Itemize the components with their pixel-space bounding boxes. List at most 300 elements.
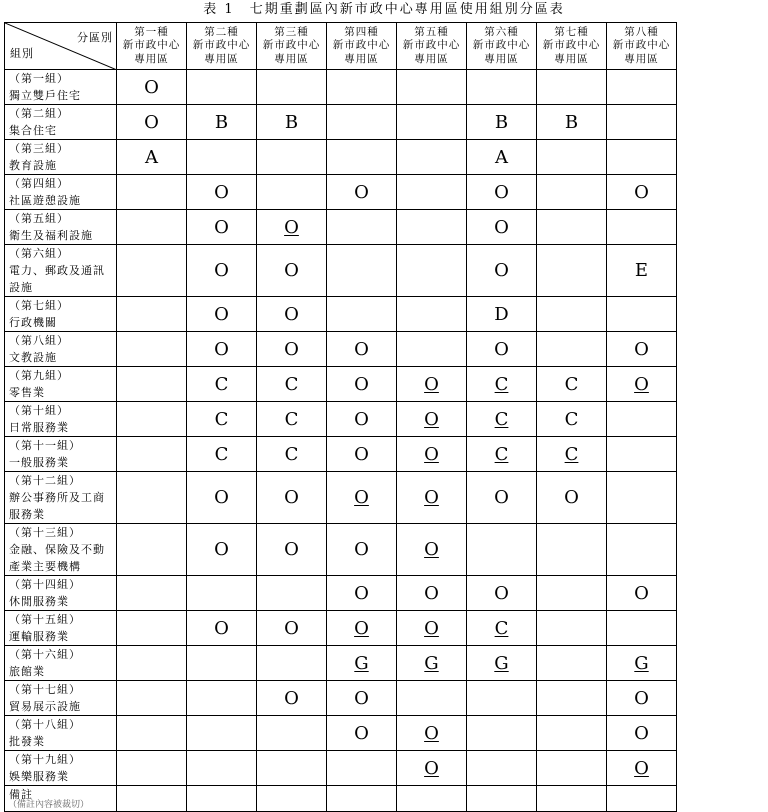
- row-label-line: 娛樂服務業: [9, 770, 69, 783]
- zone-cell: [537, 716, 607, 751]
- zone-cell: [257, 297, 327, 332]
- zone-cell: [187, 367, 257, 402]
- zone-cell: [117, 716, 187, 751]
- zone-cell: [537, 524, 607, 576]
- permission-mark: O: [144, 111, 159, 133]
- row-label-line: 設施: [9, 281, 33, 294]
- row-label: [5, 576, 117, 611]
- row-label-line: 電力、郵政及通訊: [9, 264, 105, 277]
- zone-cell: [187, 210, 257, 245]
- table-row: [5, 576, 677, 611]
- table-row: [5, 70, 677, 105]
- row-label-line: 旅館業: [9, 665, 45, 678]
- zone-cell: [537, 70, 607, 105]
- zone-cell: [467, 524, 537, 576]
- table-row: [5, 437, 677, 472]
- zone-cell: [257, 751, 327, 786]
- row-label-line: （第四組）: [9, 177, 69, 190]
- zone-cell: [607, 716, 677, 751]
- zone-cell: [117, 297, 187, 332]
- zone-cell: [607, 175, 677, 210]
- zone-cell: [467, 681, 537, 716]
- zone-cell: [187, 437, 257, 472]
- zone-cell: [397, 175, 467, 210]
- row-label-line: 貿易展示設施: [9, 700, 81, 713]
- zone-cell: [117, 786, 187, 812]
- zone-cell: [607, 245, 677, 297]
- permission-mark: O: [494, 487, 509, 508]
- zone-cell: [537, 681, 607, 716]
- row-label-line: 休閒服務業: [9, 595, 69, 608]
- row-label-line: 零售業: [9, 386, 45, 399]
- permission-mark: O: [284, 338, 299, 360]
- permission-mark: C: [214, 373, 229, 395]
- header-row: [5, 23, 677, 70]
- permission-mark: G: [494, 652, 509, 674]
- zone-cell: [257, 437, 327, 472]
- permission-mark: O: [354, 617, 369, 639]
- table-body: [5, 70, 677, 812]
- table-row: [5, 140, 677, 175]
- zone-cell: [187, 402, 257, 437]
- zone-cell: [117, 646, 187, 681]
- zone-cell: [607, 210, 677, 245]
- zone-cell: [397, 611, 467, 646]
- zone-cell: [397, 646, 467, 681]
- zoning-table: [4, 22, 677, 812]
- permission-mark: G: [354, 652, 369, 674]
- table-row: [5, 245, 677, 297]
- zone-cell: [607, 437, 677, 472]
- permission-mark: O: [354, 582, 369, 604]
- zone-cell: [187, 105, 257, 140]
- zone-cell: [397, 786, 467, 812]
- permission-mark: G: [424, 652, 439, 674]
- row-label-line: （第十八組）: [9, 718, 81, 731]
- zone-cell: [467, 646, 537, 681]
- zone-cell: [257, 70, 327, 105]
- row-label-line: （第十組）: [9, 404, 69, 417]
- table-footnote: （備註內容被裁切）: [8, 800, 90, 810]
- row-label-line: （第一組）: [9, 72, 69, 85]
- zone-cell: [607, 786, 677, 812]
- permission-mark: C: [214, 443, 229, 465]
- permission-mark: O: [634, 181, 649, 203]
- permission-mark: B: [564, 111, 579, 133]
- zone-cell: [467, 716, 537, 751]
- permission-mark: O: [634, 338, 649, 360]
- zone-cell: [467, 786, 537, 812]
- zone-cell: [397, 245, 467, 297]
- zone-cell: [257, 332, 327, 367]
- permission-mark: O: [284, 216, 299, 238]
- permission-mark: D: [494, 303, 509, 325]
- zone-cell: [327, 140, 397, 175]
- zone-cell: [397, 367, 467, 402]
- zone-cell: [327, 646, 397, 681]
- zone-cell: [257, 786, 327, 812]
- zone-cell: [117, 751, 187, 786]
- table-row: [5, 332, 677, 367]
- permission-mark: A: [495, 146, 508, 168]
- permission-mark: C: [284, 408, 299, 430]
- permission-mark: O: [494, 582, 509, 604]
- corner-header: [5, 23, 117, 70]
- zone-cell: [327, 472, 397, 524]
- zone-cell: [187, 524, 257, 576]
- row-label: [5, 646, 117, 681]
- row-label-line: （第十二組）: [9, 474, 81, 487]
- zone-cell: [607, 472, 677, 524]
- row-label-line: （第十七組）: [9, 683, 81, 696]
- zone-cell: [397, 402, 467, 437]
- zone-cell: [327, 716, 397, 751]
- row-label: [5, 210, 117, 245]
- zone-cell: [257, 367, 327, 402]
- zone-cell: [327, 437, 397, 472]
- permission-mark: O: [214, 303, 229, 325]
- row-label-line: 文教設施: [9, 351, 57, 364]
- zone-cell: [537, 367, 607, 402]
- zone-cell: [467, 297, 537, 332]
- zone-cell: [397, 297, 467, 332]
- row-label: [5, 402, 117, 437]
- row-label: [5, 297, 117, 332]
- permission-mark: C: [284, 373, 299, 395]
- permission-mark: O: [634, 582, 649, 604]
- zone-cell: [607, 367, 677, 402]
- row-label: [5, 716, 117, 751]
- zone-cell: [467, 245, 537, 297]
- zone-cell: [327, 786, 397, 812]
- zone-cell: [117, 402, 187, 437]
- permission-mark: O: [214, 617, 229, 639]
- permission-mark: O: [354, 373, 369, 395]
- zone-cell: [467, 437, 537, 472]
- zone-cell: [467, 210, 537, 245]
- column-header: 第六種 新市政中心 專用區: [467, 23, 537, 70]
- permission-mark: O: [354, 722, 369, 744]
- row-label-line: 日常服務業: [9, 421, 69, 434]
- permission-mark: C: [564, 443, 579, 465]
- zone-cell: [257, 210, 327, 245]
- permission-mark: O: [424, 408, 439, 430]
- table-row: [5, 175, 677, 210]
- row-label-line: （第八組）: [9, 334, 69, 347]
- zone-cell: [327, 402, 397, 437]
- permission-mark: O: [284, 539, 299, 560]
- table-row: [5, 472, 677, 524]
- permission-mark: O: [214, 181, 229, 203]
- row-label-line: 教育設施: [9, 159, 57, 172]
- zone-cell: [467, 175, 537, 210]
- permission-mark: C: [214, 408, 229, 430]
- zone-cell: [117, 332, 187, 367]
- zone-cell: [187, 472, 257, 524]
- row-label: [5, 472, 117, 524]
- zone-cell: [607, 576, 677, 611]
- zone-cell: [607, 402, 677, 437]
- zone-cell: [607, 524, 677, 576]
- zone-cell: [467, 611, 537, 646]
- zone-cell: [187, 646, 257, 681]
- row-label-line: （第十一組）: [9, 439, 81, 452]
- zone-cell: [187, 716, 257, 751]
- zone-cell: [187, 332, 257, 367]
- zone-cell: [537, 646, 607, 681]
- row-label-line: 運輸服務業: [9, 630, 69, 643]
- table-row: [5, 402, 677, 437]
- permission-mark: O: [354, 487, 369, 508]
- corner-group-label: 組別: [10, 47, 34, 60]
- row-label-line: 集合住宅: [9, 124, 57, 137]
- permission-mark: O: [354, 408, 369, 430]
- permission-mark: O: [424, 487, 439, 508]
- column-header: 第一種 新市政中心 專用區: [117, 23, 187, 70]
- zone-cell: [257, 245, 327, 297]
- row-label: [5, 245, 117, 297]
- column-header: 第三種 新市政中心 專用區: [257, 23, 327, 70]
- column-header: 第七種 新市政中心 專用區: [537, 23, 607, 70]
- permission-mark: C: [494, 443, 509, 465]
- column-header: 第五種 新市政中心 專用區: [397, 23, 467, 70]
- permission-mark: O: [214, 260, 229, 281]
- zone-cell: [327, 524, 397, 576]
- row-label: [5, 611, 117, 646]
- zone-cell: [117, 367, 187, 402]
- permission-mark: O: [634, 757, 649, 779]
- table-row: [5, 751, 677, 786]
- zone-cell: [607, 332, 677, 367]
- zone-cell: [537, 751, 607, 786]
- zone-cell: [467, 402, 537, 437]
- row-label: [5, 70, 117, 105]
- row-label-line: 衛生及福利設施: [9, 229, 93, 242]
- table-caption: 表 1 七期重劃區內新市政中心專用區使用組別分區表: [203, 2, 565, 17]
- zone-cell: [117, 140, 187, 175]
- row-label-line: （第九組）: [9, 369, 69, 382]
- row-label: [5, 437, 117, 472]
- row-label: [5, 524, 117, 576]
- zone-cell: [257, 175, 327, 210]
- row-label: [5, 105, 117, 140]
- zone-cell: [607, 140, 677, 175]
- zone-cell: [537, 611, 607, 646]
- zone-cell: [257, 646, 327, 681]
- permission-mark: O: [354, 687, 369, 709]
- zone-cell: [257, 611, 327, 646]
- permission-mark: O: [494, 260, 509, 281]
- table-row: [5, 524, 677, 576]
- table-row: [5, 786, 677, 812]
- zone-cell: [257, 576, 327, 611]
- zone-cell: [397, 70, 467, 105]
- permission-mark: O: [284, 687, 299, 709]
- zone-cell: [187, 751, 257, 786]
- zone-cell: [537, 402, 607, 437]
- zone-cell: [467, 140, 537, 175]
- permission-mark: C: [284, 443, 299, 465]
- zone-cell: [607, 611, 677, 646]
- zone-cell: [117, 245, 187, 297]
- permission-mark: C: [494, 617, 509, 639]
- row-label-line: 服務業: [9, 508, 45, 521]
- zone-cell: [397, 751, 467, 786]
- zone-cell: [117, 472, 187, 524]
- zone-cell: [607, 751, 677, 786]
- permission-mark: O: [354, 338, 369, 360]
- permission-mark: O: [354, 181, 369, 203]
- row-label-line: 產業主要機構: [9, 560, 81, 573]
- permission-mark: O: [424, 722, 439, 744]
- permission-mark: C: [494, 373, 509, 395]
- zone-cell: [117, 105, 187, 140]
- zone-cell: [257, 681, 327, 716]
- row-label-line: 辦公事務所及工商: [9, 491, 105, 504]
- permission-mark: B: [284, 111, 299, 133]
- zone-cell: [187, 786, 257, 812]
- zone-cell: [327, 367, 397, 402]
- permission-mark: O: [284, 487, 299, 508]
- zone-cell: [187, 297, 257, 332]
- zone-cell: [327, 611, 397, 646]
- permission-mark: O: [564, 487, 579, 508]
- zone-cell: [327, 681, 397, 716]
- zone-cell: [537, 105, 607, 140]
- zone-cell: [537, 332, 607, 367]
- zone-cell: [117, 210, 187, 245]
- zone-cell: [397, 576, 467, 611]
- row-label-line: （第七組）: [9, 299, 69, 312]
- row-label-line: 社區遊憩設施: [9, 194, 81, 207]
- zone-cell: [607, 646, 677, 681]
- permission-mark: O: [214, 338, 229, 360]
- row-label-line: （第十六組）: [9, 648, 81, 661]
- zone-cell: [397, 140, 467, 175]
- zone-cell: [397, 437, 467, 472]
- zone-cell: [327, 105, 397, 140]
- row-label: [5, 332, 117, 367]
- table-row: [5, 297, 677, 332]
- zone-cell: [467, 472, 537, 524]
- zone-cell: [397, 332, 467, 367]
- permission-mark: O: [214, 216, 229, 238]
- table-row: [5, 716, 677, 751]
- zone-cell: [187, 175, 257, 210]
- column-header: 第二種 新市政中心 專用區: [187, 23, 257, 70]
- zone-cell: [187, 70, 257, 105]
- table-row: [5, 611, 677, 646]
- zone-cell: [117, 681, 187, 716]
- permission-mark: O: [354, 539, 369, 560]
- permission-mark: O: [494, 338, 509, 360]
- column-header: 第四種 新市政中心 專用區: [327, 23, 397, 70]
- permission-mark: C: [564, 408, 579, 430]
- row-label-line: （第十三組）: [9, 526, 81, 539]
- zone-cell: [187, 245, 257, 297]
- permission-mark: B: [494, 111, 509, 133]
- permission-mark: O: [424, 443, 439, 465]
- permission-mark: O: [284, 617, 299, 639]
- permission-mark: O: [634, 373, 649, 395]
- zone-cell: [607, 105, 677, 140]
- permission-mark: O: [494, 181, 509, 203]
- zone-cell: [397, 524, 467, 576]
- row-label-line: （第五組）: [9, 212, 69, 225]
- zone-cell: [117, 437, 187, 472]
- permission-mark: O: [424, 617, 439, 639]
- row-label-line: 一般服務業: [9, 456, 69, 469]
- permission-mark: O: [284, 303, 299, 325]
- zone-cell: [537, 140, 607, 175]
- zone-cell: [467, 367, 537, 402]
- permission-mark: O: [214, 539, 229, 560]
- zone-cell: [467, 576, 537, 611]
- zone-cell: [537, 786, 607, 812]
- zone-cell: [537, 297, 607, 332]
- row-label: [5, 367, 117, 402]
- zone-cell: [327, 175, 397, 210]
- table-row: [5, 646, 677, 681]
- zone-cell: [117, 175, 187, 210]
- row-label-line: 備註: [9, 788, 33, 801]
- row-label: [5, 681, 117, 716]
- zone-cell: [607, 70, 677, 105]
- zone-cell: [257, 402, 327, 437]
- permission-mark: G: [634, 652, 649, 674]
- table-row: [5, 210, 677, 245]
- zone-cell: [537, 472, 607, 524]
- zone-cell: [537, 576, 607, 611]
- zone-cell: [397, 105, 467, 140]
- zone-cell: [537, 210, 607, 245]
- zone-cell: [257, 524, 327, 576]
- zone-cell: [257, 716, 327, 751]
- table-row: [5, 367, 677, 402]
- zone-cell: [467, 105, 537, 140]
- row-label: [5, 751, 117, 786]
- zone-cell: [537, 175, 607, 210]
- permission-mark: E: [634, 260, 649, 281]
- row-label-line: （第二組）: [9, 107, 69, 120]
- zone-cell: [117, 70, 187, 105]
- permission-mark: O: [214, 487, 229, 508]
- column-header: 第八種 新市政中心 專用區: [607, 23, 677, 70]
- permission-mark: O: [494, 216, 509, 238]
- zone-cell: [397, 210, 467, 245]
- permission-mark: O: [424, 582, 439, 604]
- permission-mark: C: [564, 373, 579, 395]
- permission-mark: O: [354, 443, 369, 465]
- zone-cell: [327, 576, 397, 611]
- zone-cell: [187, 681, 257, 716]
- row-label-line: 金融、保險及不動: [9, 543, 105, 556]
- zone-cell: [187, 611, 257, 646]
- zone-cell: [187, 576, 257, 611]
- permission-mark: O: [284, 260, 299, 281]
- permission-mark: O: [424, 539, 439, 560]
- row-label-line: 批發業: [9, 735, 45, 748]
- zone-cell: [117, 576, 187, 611]
- zone-cell: [327, 297, 397, 332]
- zone-cell: [397, 681, 467, 716]
- zone-cell: [327, 332, 397, 367]
- zone-cell: [607, 297, 677, 332]
- row-label-line: 行政機關: [9, 316, 57, 329]
- permission-mark: B: [214, 111, 229, 133]
- zone-cell: [327, 751, 397, 786]
- row-label: [5, 175, 117, 210]
